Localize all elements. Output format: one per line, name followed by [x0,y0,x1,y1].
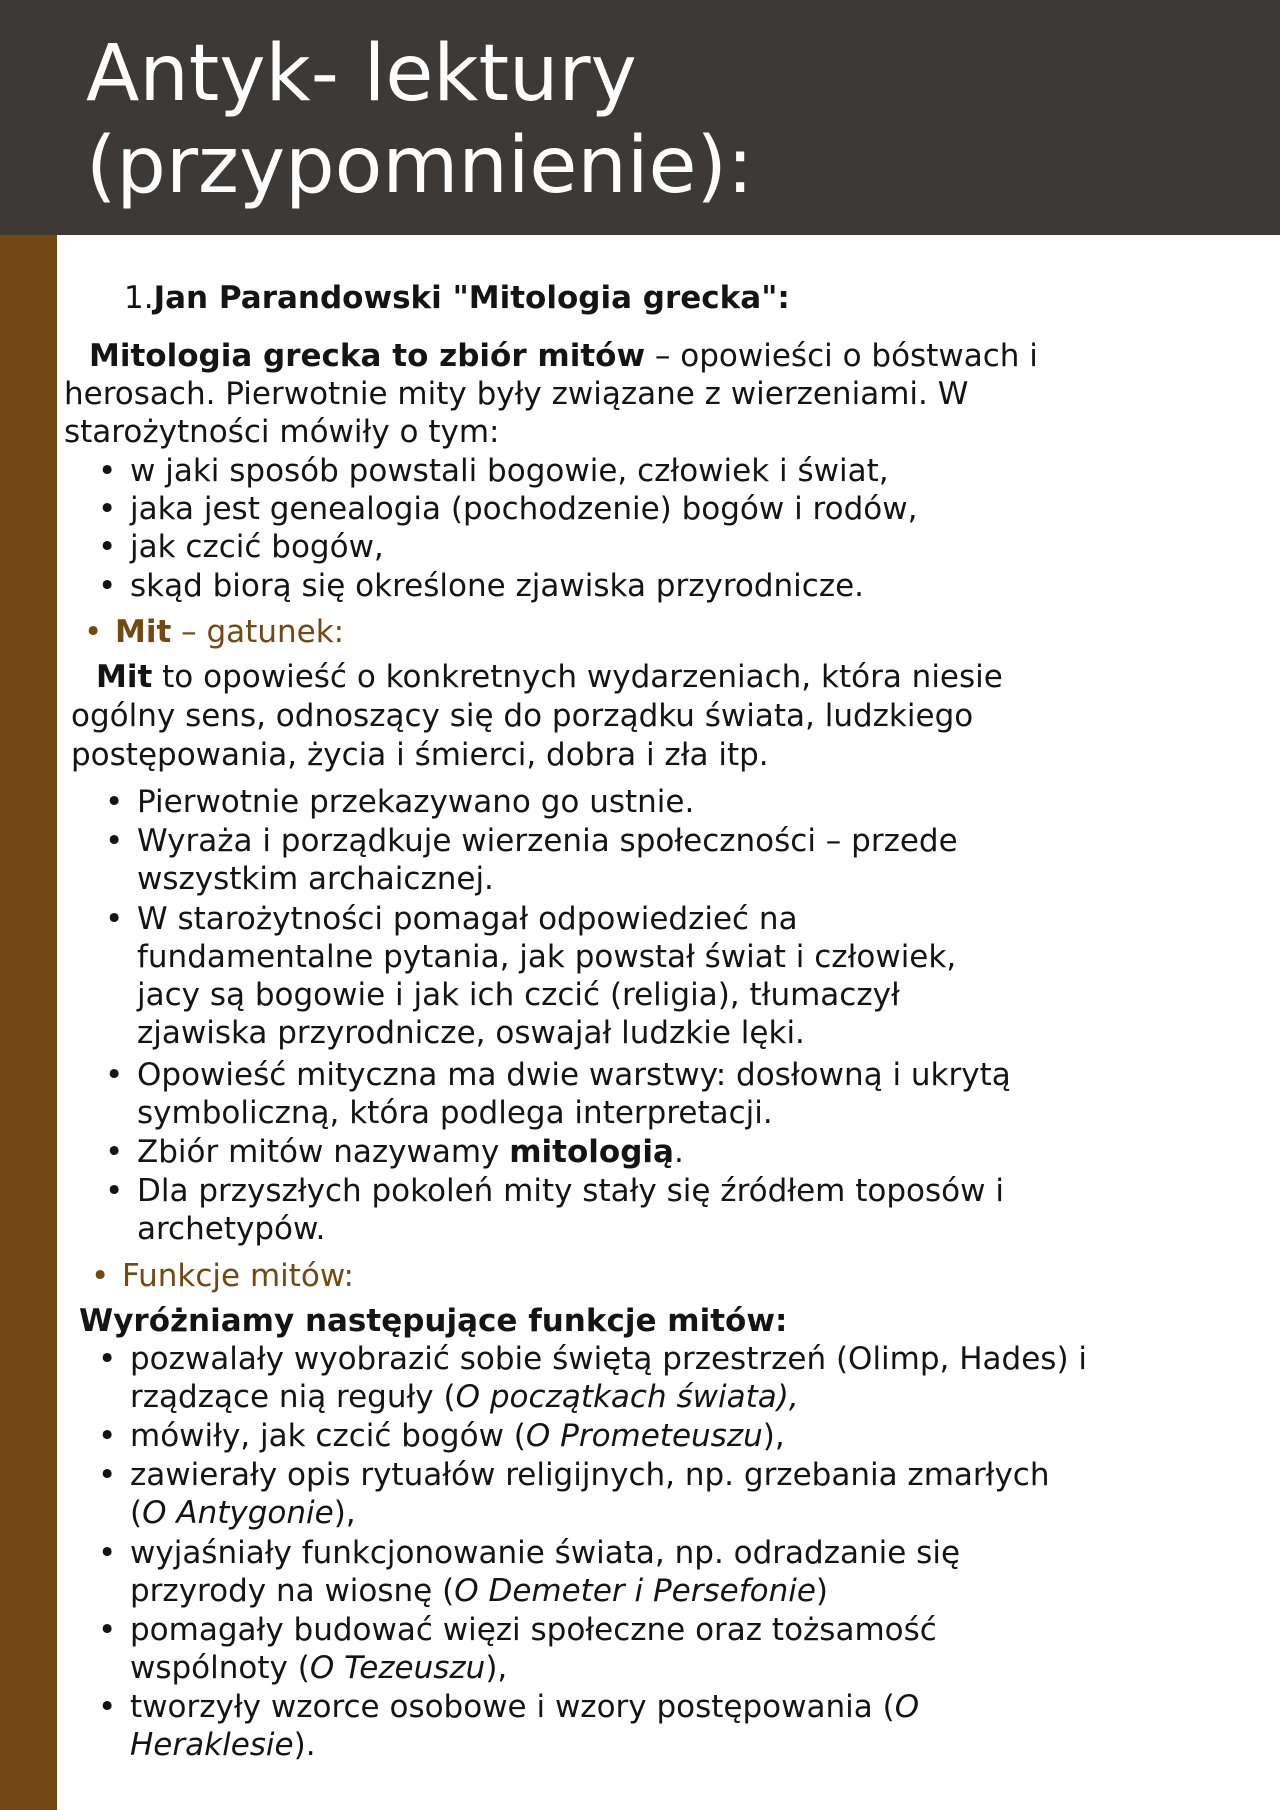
list-item [130,1688,919,1726]
list-item-bold: mitologią [509,1134,674,1170]
list-item-post: ) [815,1573,829,1609]
list-item-italic: O Tezeuszu [309,1650,486,1686]
list-item: wyjaśniały funkcjonowanie świata, np. odradzanie się [130,1535,961,1571]
mit-heading [115,613,344,651]
funkcje-intro: Wyróżniamy następujące funkcje mitów: [79,1303,788,1339]
list-item: skąd biorą się określone zjawiska przyrodnicze. [130,568,865,604]
title-line-2: (przypomnienie): [86,121,754,211]
bullet-marker: • [105,1057,124,1093]
list-item-pre: wspólnoty ( [130,1650,310,1686]
bullet-marker: • [98,1457,117,1493]
mit-def-rest: to opowieść o konkretnych wydarzeniach, która niesie [152,659,1003,695]
list-item-cont [130,1494,356,1532]
intro-bold: Mitologia grecka to zbiór mitów [89,338,646,374]
intro-line-1 [89,337,1038,375]
bullet-marker: • [98,1341,117,1377]
list-item: Wyraża i porządkuje wierzenia społeczności – przede [137,823,958,859]
list-item-italic: O Antygonie [142,1495,334,1531]
list-item: zawierały opis rytuałów religijnych, np. grzebania zmarłych [130,1457,1050,1493]
list-item: Opowieść mityczna ma dwie warstwy: dosłowną i ukrytą [137,1057,1011,1093]
list-item-italic: O [894,1689,920,1725]
mit-def-bold: Mit [96,659,153,695]
list-item-post: ), [485,1650,508,1686]
list-item-pre: tworzyły wzorce osobowe i wzory postępowania ( [130,1689,895,1725]
list-item-cont: wszystkim archaicznej. [137,861,494,897]
intro-rest: – opowieści o bóstwach i [645,338,1038,374]
list-item-post: . [673,1134,684,1170]
mit-def-line-2: ogólny sens, odnoszący się do porządku świata, ludzkiego [71,698,974,734]
list-item-pre: ( [130,1495,143,1531]
list-item-post: ), [762,1418,785,1454]
mit-heading-rest: – gatunek: [171,614,345,650]
intro-line-2: herosach. Pierwotnie mity były związane z wierzeniami. W [64,376,969,412]
list-item-pre: Zbiór mitów nazywamy [137,1134,510,1170]
bullet-marker: • [98,1612,117,1648]
section-heading-text: Jan Parandowski "Mitologia grecka": [153,280,790,316]
bullet-marker: • [91,1258,110,1294]
list-item-italic: Heraklesie [130,1727,294,1763]
bullet-marker: • [105,1134,124,1170]
list-item [137,1133,684,1171]
list-item-italic: O początkach świata), [455,1379,799,1415]
list-item-cont: fundamentalne pytania, jak powstał świat i człowiek, [137,939,957,975]
list-item-cont: zjawiska przyrodnicze, oswajał ludzkie lęki. [137,1015,805,1051]
bullet-marker: • [105,901,124,937]
bullet-marker: • [98,491,117,527]
list-item: W starożytności pomagał odpowiedzieć na [137,901,798,937]
list-item-cont: symboliczną, która podlega interpretacji. [137,1095,773,1131]
intro-line-3: starożytności mówiły o tym: [64,414,500,450]
list-item: Pierwotnie przekazywano go ustnie. [137,784,695,820]
list-item: Dla przyszłych pokoleń mity stały się źródłem toposów i [137,1173,1004,1209]
bullet-marker: • [98,453,117,489]
list-item-pre: mówiły, jak czcić bogów ( [130,1418,526,1454]
bullet-marker: • [98,1535,117,1571]
list-item [130,1417,785,1455]
title-line-1: Antyk- lektury [86,29,637,119]
mit-def-line-3: postępowania, życia i śmierci, dobra i zła itp. [71,737,769,773]
bullet-marker: • [105,784,124,820]
bullet-marker: • [98,1418,117,1454]
list-item-post: ). [293,1727,316,1763]
list-item-cont [130,1572,828,1610]
mit-def-line-1 [96,658,1003,696]
mit-heading-bold: Mit [115,614,172,650]
bullet-marker: • [98,529,117,565]
list-item-pre: rządzące nią reguły ( [130,1379,456,1415]
bullet-marker: • [105,823,124,859]
bullet-marker: • [98,1689,117,1725]
list-item-cont [130,1649,507,1687]
list-item: pomagały budować więzi społeczne oraz tożsamość [130,1612,937,1648]
list-item-cont [130,1726,316,1764]
list-item-post: ), [333,1495,356,1531]
funkcje-heading: Funkcje mitów: [122,1258,355,1294]
section-heading-1 [124,279,790,317]
list-item: pozwalały wyobrazić sobie świętą przestrzeń (Olimp, Hades) i [130,1341,1088,1377]
list-item-cont: jacy są bogowie i jak ich czcić (religia), tłumaczył [137,977,900,1013]
list-item-italic: O Demeter i Persefonie [454,1573,816,1609]
bullet-marker: • [84,614,103,650]
list-item: jaka jest genealogia (pochodzenie) bogów i rodów, [130,491,918,527]
list-item-italic: O Prometeuszu [525,1418,763,1454]
list-item-cont [130,1378,799,1416]
list-item-cont: archetypów. [137,1211,326,1247]
bullet-marker: • [105,1173,124,1209]
section-number: 1. [124,280,154,316]
list-item: w jaki sposób powstali bogowie, człowiek i świat, [130,453,889,489]
list-item: jak czcić bogów, [130,529,384,565]
bullet-marker: • [98,568,117,604]
list-item-pre: przyrody na wiosnę ( [130,1573,455,1609]
